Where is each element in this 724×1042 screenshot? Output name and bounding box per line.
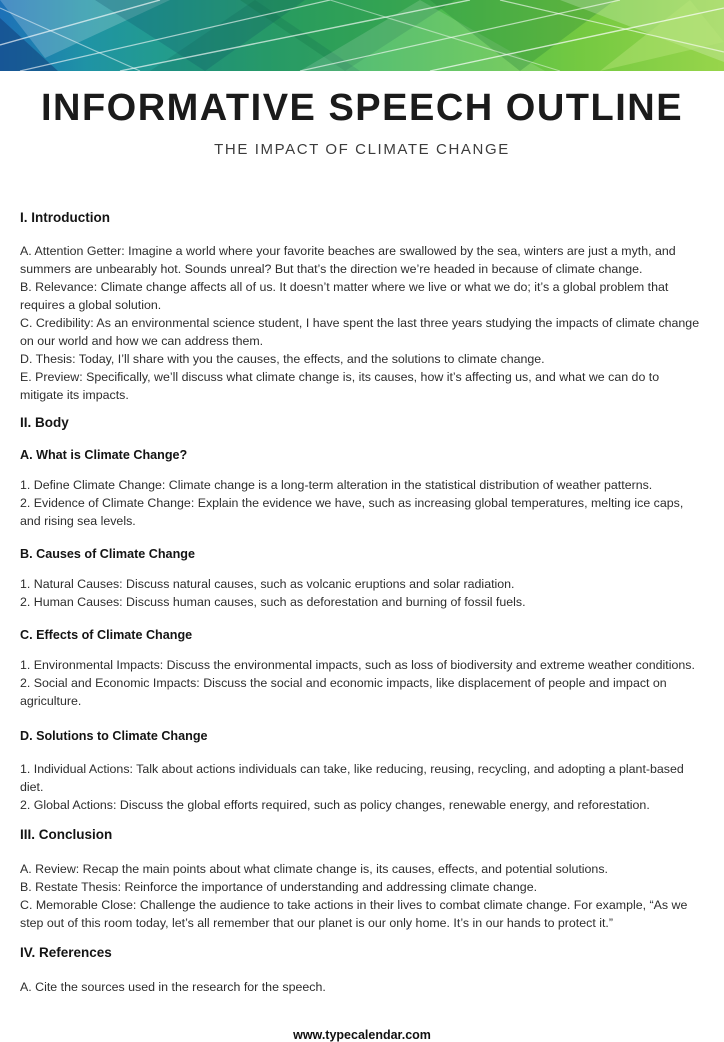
outline-item: 2. Social and Economic Impacts: Discuss the social and economic impacts, like displacement of people and impact on agriculture. (20, 676, 667, 708)
outline-item: B. Restate Thesis: Reinforce the importance of understanding and addressing climate change. (20, 880, 538, 894)
section-heading-conclusion: III. Conclusion (20, 827, 113, 842)
section-heading-references: IV. References (20, 945, 112, 960)
subsection-heading-solutions: D. Solutions to Climate Change (20, 729, 208, 743)
outline-item: C. Credibility: As an environmental science student, I have spent the last three years studying the impacts of climate change on our world and how we can address them. (20, 316, 700, 348)
causes-items (20, 575, 704, 611)
site-url: www.typecalendar.com (293, 1028, 431, 1042)
effects-items (20, 656, 704, 710)
subsection-heading-effects: C. Effects of Climate Change (20, 628, 193, 642)
references-items (20, 978, 704, 996)
section-heading-body: II. Body (20, 415, 69, 430)
outline-item: 1. Define Climate Change: Climate change is a long-term alteration in the statistical distribution of weather patterns. (20, 478, 653, 492)
outline-item: 2. Human Causes: Discuss human causes, such as deforestation and burning of fossil fuels. (20, 595, 526, 609)
outline-item: E. Preview: Specifically, we’ll discuss what climate change is, its causes, how it’s affecting us, and what we can do to mitigate its impacts. (20, 370, 660, 402)
solutions-items (20, 760, 704, 814)
what-is-climate-change-items (20, 476, 704, 530)
outline-item: A. Review: Recap the main points about what climate change is, its causes, effects, and potential solutions. (20, 862, 608, 876)
outline-content (0, 208, 724, 996)
subsection-heading-what-is-climate-change: A. What is Climate Change? (20, 448, 188, 462)
outline-item: B. Relevance: Climate change affects all of us. It doesn’t matter where we live or what we do; it’s a global problem that requires a global solution. (20, 280, 669, 312)
conclusion-items (20, 860, 704, 932)
page-title: INFORMATIVE SPEECH OUTLINE (40, 87, 684, 129)
header-banner (0, 0, 724, 71)
section-heading-introduction: I. Introduction (20, 210, 110, 225)
subsection-heading-causes: B. Causes of Climate Change (20, 547, 195, 561)
outline-item: D. Thesis: Today, I’ll share with you the causes, the effects, and the solutions to climate change. (20, 352, 545, 366)
introduction-paragraph (20, 242, 704, 404)
page-subtitle: THE IMPACT OF CLIMATE CHANGE (214, 141, 510, 158)
outline-item: 1. Natural Causes: Discuss natural causes, such as volcanic eruptions and solar radiation. (20, 577, 515, 591)
outline-item: 2. Evidence of Climate Change: Explain the evidence we have, such as increasing global temperatures, melting ice caps, and rising sea levels. (20, 496, 684, 528)
outline-item: A. Cite the sources used in the research for the speech. (20, 980, 326, 994)
outline-item: 1. Environmental Impacts: Discuss the environmental impacts, such as loss of biodiversity and extreme weather conditions. (20, 658, 695, 672)
outline-item: 2. Global Actions: Discuss the global efforts required, such as policy changes, renewable energy, and reforestation. (20, 798, 650, 812)
outline-item: C. Memorable Close: Challenge the audience to take actions in their lives to combat climate change. For example, “As we step out of this room today, let’s all remember that our planet is our only home. It’s in our hands to protect it.” (20, 898, 688, 930)
banner-geometric-art (0, 0, 724, 71)
outline-item: A. Attention Getter: Imagine a world where your favorite beaches are swallowed by the sea, winters are just a myth, and summers are unbearably hot. Sounds unreal? But that’s the direction we’re headed in because of climate change. (20, 244, 676, 276)
outline-item: 1. Individual Actions: Talk about actions individuals can take, like reducing, reusing, recycling, and adopting a plant-based diet. (20, 762, 684, 794)
